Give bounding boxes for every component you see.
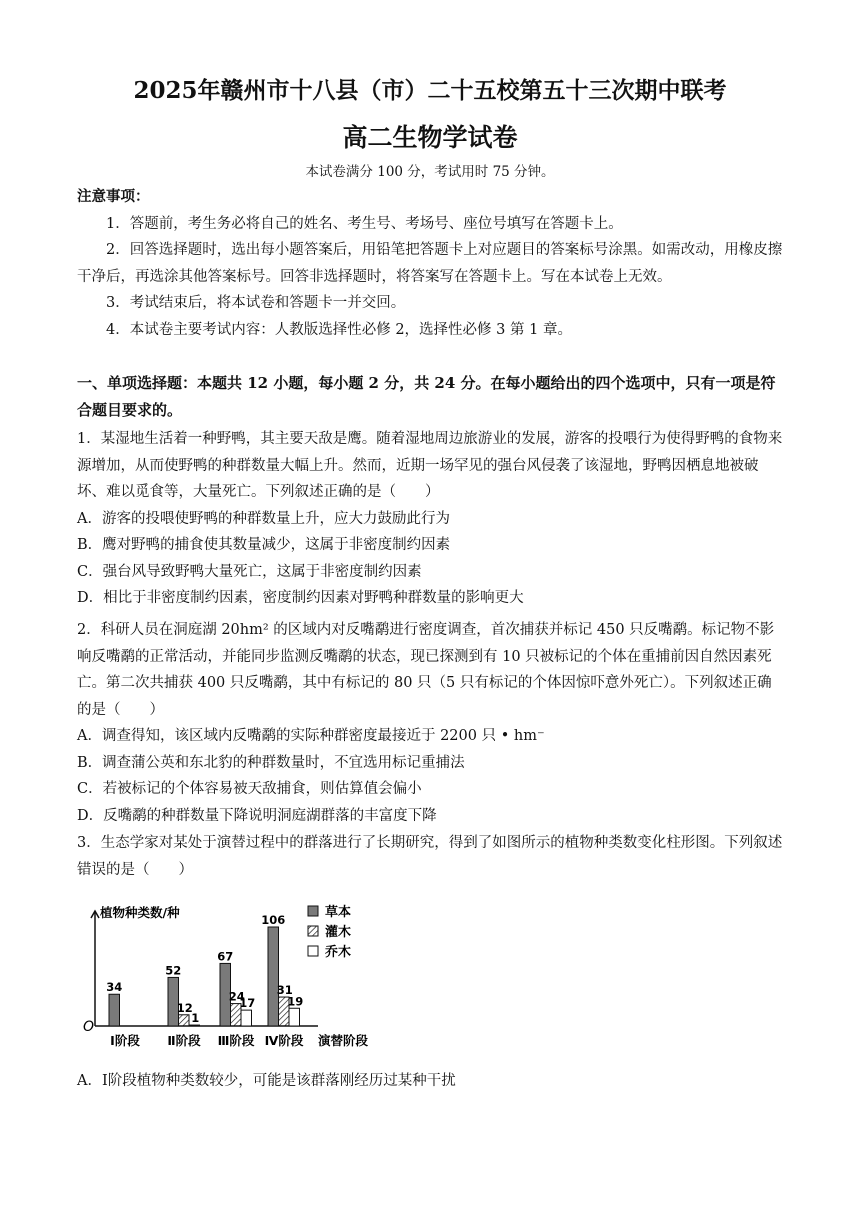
section-heading: 一、单项选择题：本题共 12 小题，每小题 2 分，共 24 分。在每小题给出的四个选项中，只有一项是符合题目要求的。	[77, 374, 776, 419]
question-option: D．反嘴鹬的种群数量下降说明洞庭湖群落的丰富度下降	[77, 807, 437, 824]
bar-herb	[268, 927, 279, 1026]
origin-label: O	[83, 1019, 95, 1035]
notice-item: 2．回答选择题时，选出每小题答案后，用铅笔把答题卡上对应题目的答案标号涂黑。如需改动，用橡皮擦干净后，再选涂其他答案标号。回答非选择题时，将答案写在答题卡上。写在本试卷上无效。	[77, 242, 783, 285]
question-option: C．强台风导致野鸭大量死亡，这属于非密度制约因素	[77, 563, 422, 580]
data-label: 34	[106, 980, 123, 995]
chart-svg	[70, 895, 380, 1055]
question-3-options	[77, 1068, 783, 1095]
legend-label: 草本	[325, 905, 352, 920]
legend-swatch	[308, 906, 318, 916]
exam-info: 本试卷满分 100 分，考试用时 75 分钟。	[305, 164, 555, 180]
legend-swatch	[308, 926, 318, 936]
data-label: 12	[176, 1000, 193, 1015]
data-label: 19	[287, 994, 304, 1009]
bar-tree	[189, 1025, 200, 1026]
data-label: 67	[217, 949, 234, 964]
data-label: 31	[276, 983, 293, 998]
bar-tree	[289, 1008, 300, 1026]
data-label: 17	[239, 996, 256, 1011]
question-option: A．调查得知，该区域内反嘴鹬的实际种群密度最接近于 2200 只 • hm⁻	[77, 728, 545, 744]
question-option: D．相比于非密度制约因素，密度制约因素对野鸭种群数量的影响更大	[77, 590, 524, 606]
question-3	[77, 830, 783, 883]
notice-item: 3．考试结束后，将本试卷和答题卡一并交回。	[106, 295, 406, 311]
x-tick-label: Ⅲ阶段	[217, 1033, 255, 1048]
legend-label: 乔木	[325, 945, 352, 960]
question-1	[77, 426, 783, 612]
notice-heading: 注意事项：	[77, 188, 150, 205]
question-stem: 1．某湿地生活着一种野鸭，其主要天敌是鹰。随着湿地周边旅游业的发展，游客的投喂行为使得野鸭的食物来源增加，从而使野鸭的种群数量大幅上升。然而，近期一场罕见的强台风侵袭了该湿地，野鸭因栖息地被破坏、难以觅食等，大量死亡。下列叙述正确的是（ ）	[77, 431, 783, 500]
question-option: B．鹰对野鸭的捕食使其数量减少，这属于非密度制约因素	[77, 537, 451, 553]
legend-label: 灌木	[325, 925, 352, 940]
bar-shrub	[179, 1015, 190, 1026]
x-tick-label: Ⅳ阶段	[264, 1033, 304, 1048]
succession-bar-chart	[70, 895, 380, 1055]
data-label: 52	[165, 963, 182, 978]
x-tick-label: Ⅱ阶段	[167, 1033, 201, 1048]
exam-subject-title: 高二生物学试卷	[342, 123, 518, 152]
question-stem: 3．生态学家对某处于演替过程中的群落进行了长期研究，得到了如图所示的植物种类数变化柱形图。下列叙述错误的是（ ）	[77, 835, 783, 878]
y-axis-label: 植物种类数/种	[100, 905, 180, 920]
legend-swatch	[308, 946, 318, 956]
exam-title: 2025年赣州市十八县（市）二十五校第五十三次期中联考	[133, 77, 727, 104]
bar-tree	[241, 1010, 252, 1026]
question-2	[77, 617, 783, 829]
data-label: 24	[228, 989, 245, 1004]
question-option: A．游客的投喂使野鸭的种群数量上升，应大力鼓励此行为	[77, 510, 450, 527]
question-option: B．调查蒲公英和东北豹的种群数量时，不宜选用标记重捕法	[77, 754, 465, 771]
bar-herb	[109, 994, 120, 1026]
x-tick-label: Ⅰ阶段	[110, 1033, 140, 1048]
notice-item: 1．答题前，考生务必将自己的姓名、考生号、考场号、座位号填写在答题卡上。	[106, 215, 623, 232]
x-axis-label: 演替阶段	[318, 1033, 369, 1048]
question-option: C．若被标记的个体容易被天敌捕食，则估算值会偏小	[77, 781, 422, 797]
data-label: 1	[191, 1011, 200, 1026]
question-stem: 2．科研人员在洞庭湖 20hm² 的区域内对反嘴鹬进行密度调查，首次捕获并标记 450 只反嘴鹬。标记物不影响反嘴鹬的正常活动，并能同步监测反嘴鹬的状态，现已探测到有 10 只被标记的个体在重捕前因自然因素死亡。第二次共捕获 400 只反嘴鹬，其中有标记的 80 只（5 只有标记的个体因惊吓意外死亡）。下列叙述正确的是（ ）	[77, 622, 775, 718]
notice-item: 4．本试卷主要考试内容：人教版选择性必修 2，选择性必修 3 第 1 章。	[106, 321, 572, 338]
data-label: 106	[261, 913, 286, 927]
question-option: A．Ⅰ阶段植物种类数较少，可能是该群落刚经历过某种干扰	[77, 1073, 456, 1089]
notice-section	[77, 184, 783, 343]
